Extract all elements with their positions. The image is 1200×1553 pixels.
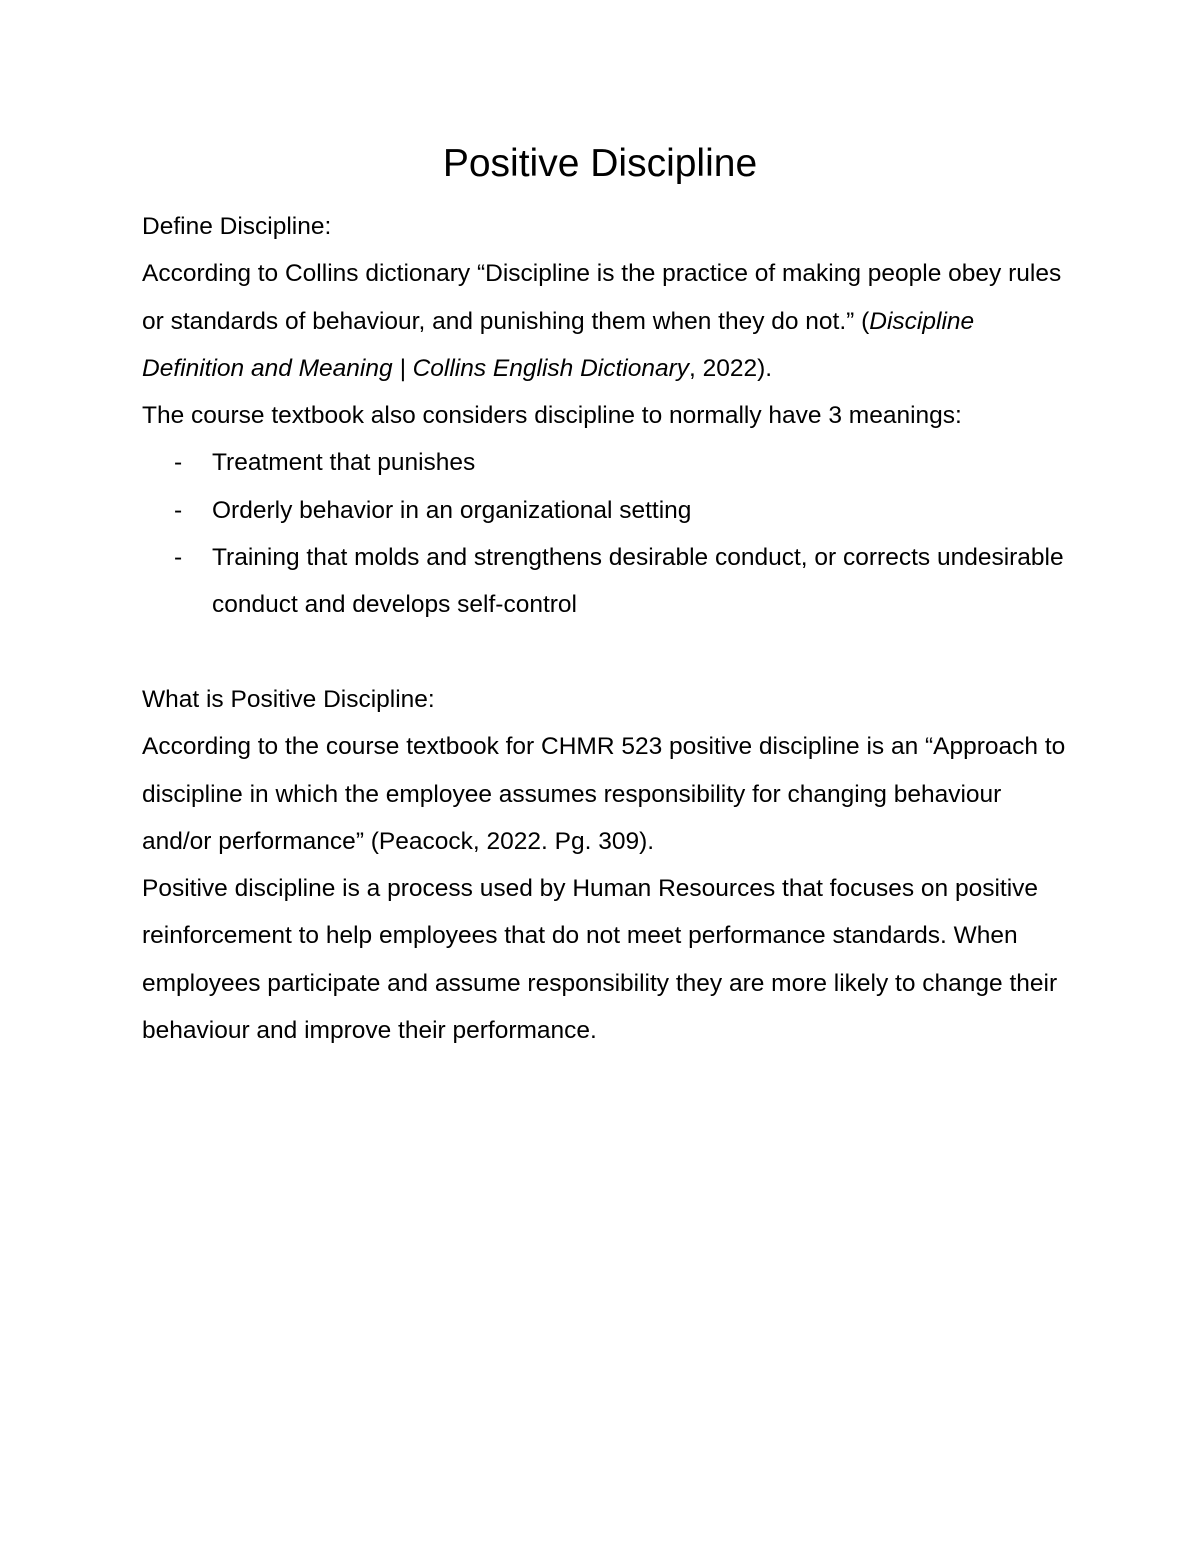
list-item-text: Orderly behavior in an organizational setting [212, 496, 692, 524]
list-dash-marker: - [174, 496, 183, 524]
list-item [142, 487, 1072, 534]
definition-paragraph [142, 250, 1072, 392]
meanings-intro-paragraph: The course textbook also considers discipline to normally have 3 meanings: [142, 402, 962, 430]
blank-line [142, 629, 1072, 676]
citation-year: , 2022). [689, 354, 773, 382]
meanings-list [142, 439, 1072, 628]
list-dash-marker: - [174, 544, 183, 572]
list-item-text: Training that molds and strengthens desirable conduct, or corrects undesirable conduct and develops self-control [212, 544, 1064, 619]
document-title: Positive Discipline [442, 142, 758, 185]
list-dash-marker: - [174, 449, 183, 477]
definition-text: According to Collins dictionary “Discipline is the practice of making people obey rules or standards of behaviour, and punishing them when they do not.” ( [142, 260, 1062, 335]
list-item-text: Treatment that punishes [212, 449, 476, 477]
citation-title: Discipline Definition and Meaning | Collins English Dictionary [142, 307, 975, 382]
list-item [142, 534, 1072, 629]
list-item [142, 439, 1072, 486]
positive-discipline-explanation-paragraph: Positive discipline is a process used by Human Resources that focuses on positive reinforcement to help employees that do not meet performance standards. When employees participate and assume responsibility they are more likely to change their behaviour and improve their performance. [142, 875, 1058, 1045]
textbook-definition-paragraph: According to the course textbook for CHMR 523 positive discipline is an “Approach to discipline in which the employee assumes responsibility for changing behaviour and/or performance” (Peacock, 2022. Pg. 309). [142, 733, 1066, 855]
section-heading-define-discipline: Define Discipline: [142, 213, 332, 240]
section-heading-positive-discipline: What is Positive Discipline: [142, 685, 435, 713]
document-body [142, 203, 1072, 1054]
